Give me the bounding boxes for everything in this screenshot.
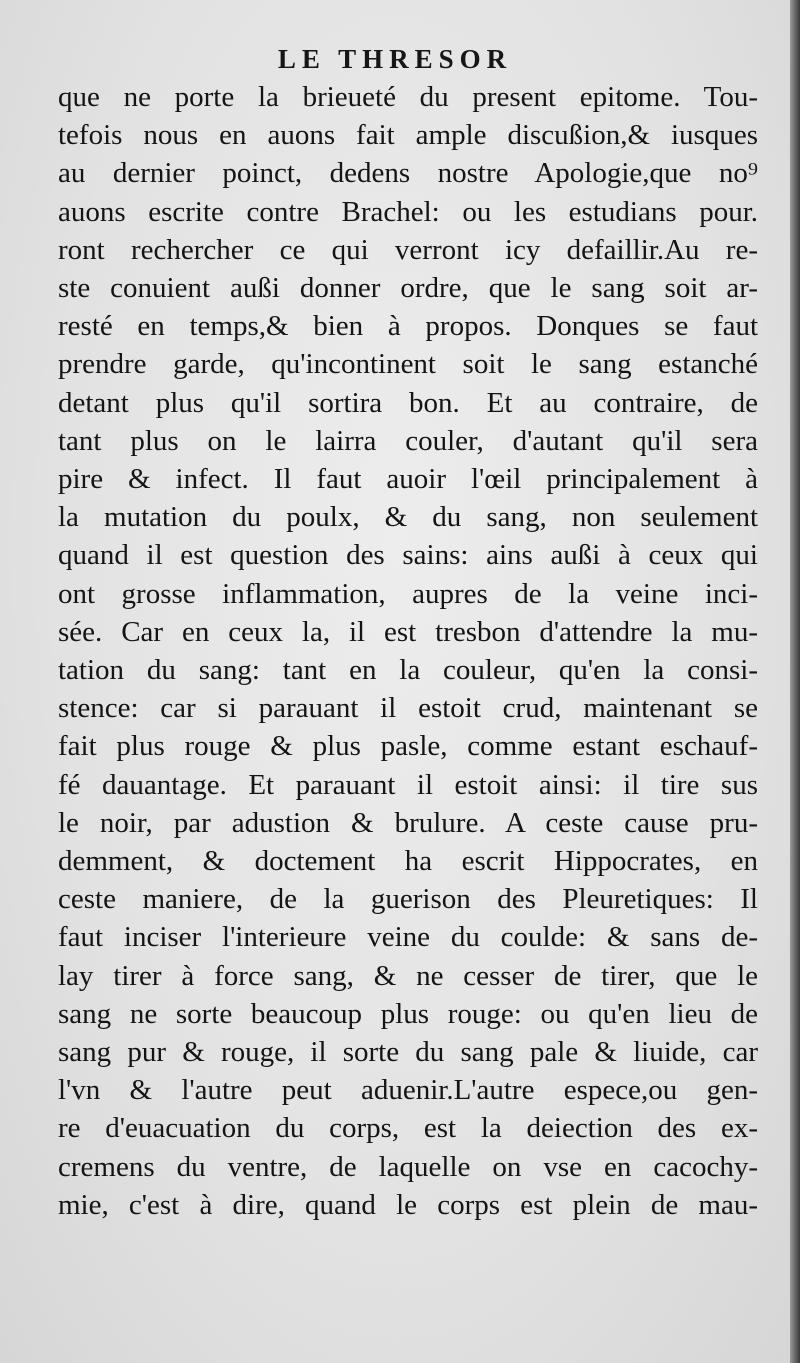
text-line: fé dauantage. Et parauant il estoit ainsi: il tire sus bbox=[58, 768, 758, 801]
running-head: LE THRESOR bbox=[277, 44, 513, 74]
text-line: ront rechercher ce qui verront icy defaillir.Au re- bbox=[58, 233, 758, 266]
text-line: que ne porte la brieueté du present epitome. Tou- bbox=[58, 81, 758, 113]
text-line: prendre garde, qu'incontinent soit le sang estanché bbox=[58, 348, 758, 381]
text-line: detant plus qu'il sortira bon. Et au contraire, de bbox=[58, 386, 758, 419]
text-line: ste conuient außi donner ordre, que le sang soit ar- bbox=[58, 272, 758, 305]
text-line: sée. Car en ceux la, il est tresbon d'attendre la mu- bbox=[58, 615, 758, 648]
text-line: demment, & doctement ha escrit Hippocrates, en bbox=[58, 845, 758, 878]
text-line: tant plus on le lairra couler, d'autant qu'il sera bbox=[58, 424, 758, 457]
text-line: quand il est question des sains: ains außi à ceux qui bbox=[58, 539, 758, 572]
text-line: la mutation du poulx, & du sang, non seulement bbox=[58, 501, 758, 534]
text-line: tefois nous en auons fait ample discußion,& iusques bbox=[58, 119, 758, 152]
text-line: pire & infect. Il faut auoir l'œil principalement à bbox=[58, 463, 758, 496]
text-line: faut inciser l'interieure veine du coulde: & sans de- bbox=[58, 921, 758, 954]
page-edge-shadow bbox=[790, 0, 800, 1363]
text-line: sang pur & rouge, il sorte du sang pale & liuide, car bbox=[58, 1036, 758, 1069]
text-line: auons escrite contre Brachel: ou les estudians pour. bbox=[58, 195, 758, 228]
text-line: ceste maniere, de la guerison des Pleuretiques: Il bbox=[58, 883, 758, 916]
text-line: re d'euacuation du corps, est la deiection des ex- bbox=[58, 1112, 758, 1145]
text-line: stence: car si parauant il estoit crud, maintenant se bbox=[58, 692, 758, 725]
text-line: tation du sang: tant en la couleur, qu'en la consi- bbox=[58, 654, 758, 687]
text-line: resté en temps,& bien à propos. Donques se faut bbox=[58, 310, 758, 343]
text-line: ont grosse inflammation, aupres de la veine inci- bbox=[58, 577, 758, 610]
text-line: fait plus rouge & plus pasle, comme estant eschauf- bbox=[58, 730, 758, 763]
text-line: au dernier poinct, dedens nostre Apologie,que no⁹ bbox=[58, 157, 758, 190]
text-line: sang ne sorte beaucoup plus rouge: ou qu'en lieu de bbox=[58, 997, 758, 1030]
text-line: l'vn & l'autre peut aduenir.L'autre espece,ou gen- bbox=[58, 1074, 758, 1107]
text-line: mie, c'est à dire, quand le corps est plein de mau- bbox=[58, 1188, 758, 1221]
text-line: lay tirer à force sang, & ne cesser de tirer, que le bbox=[58, 959, 758, 992]
text-line: le noir, par adustion & brulure. A ceste cause pru- bbox=[58, 806, 758, 839]
body-text bbox=[58, 78, 758, 1224]
text-line: cremens du ventre, de laquelle on vse en cacochy- bbox=[58, 1150, 758, 1183]
